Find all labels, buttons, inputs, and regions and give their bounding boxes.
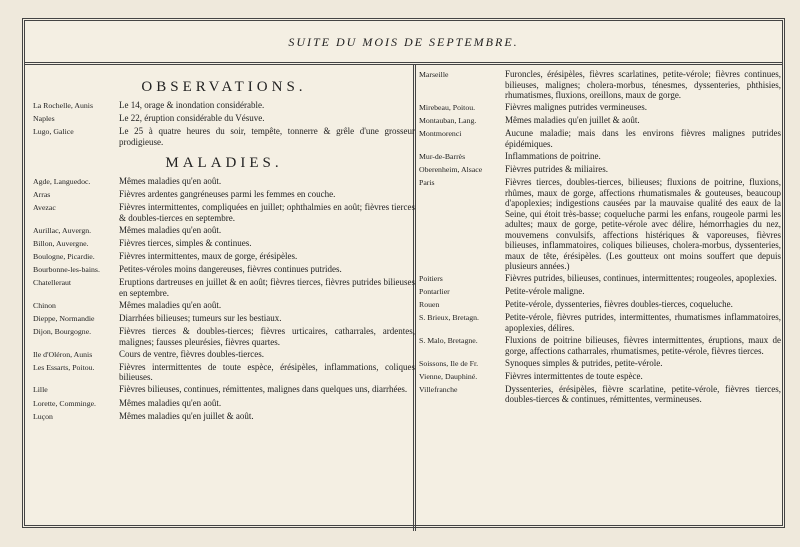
entry-row	[419, 115, 781, 127]
entry-row	[419, 69, 781, 101]
entry-row	[419, 312, 781, 333]
entry-text: Le 25 à quatre heures du soir, tempête, tonnerre & grêle d'une grosseur prodigieuse.	[119, 126, 415, 147]
entry-place: S. Malo, Bretagne.	[419, 336, 478, 346]
entry-text: Fièvres malignes putrides vermineuses.	[505, 102, 647, 113]
entry-text: Petites-véroles moins dangereuses, fièvres continues putrides.	[119, 264, 342, 275]
entry-row	[33, 362, 415, 383]
entry-place: Oberenheim, Alsace	[419, 164, 483, 174]
entry-place: Montauban, Lang.	[419, 116, 477, 126]
entry-row	[33, 113, 415, 125]
entry-text: Fièvres intermittentes, compliquées en juillet; ophthalmies en août; fièvres tierces & doubles-tierces en septembre.	[119, 202, 415, 223]
entry-place: S. Brieux, Bretagn.	[419, 313, 479, 323]
entry-place: Arras	[33, 190, 51, 200]
entry-row	[33, 384, 415, 396]
left-column	[33, 73, 415, 523]
entry-text: Mêmes maladies qu'en août.	[119, 176, 222, 187]
entry-row	[419, 371, 781, 383]
entry-text: Fièvres tierces & doubles-tierces; fièvres urticaires, catharrales, ardentes, malignes; fausses pleurésies, fièvres quartes.	[119, 326, 415, 347]
maladies-list	[33, 176, 415, 422]
entry-row	[33, 176, 415, 188]
maladies-title: MALADIES.	[165, 155, 283, 172]
entry-place: Montmorenci	[419, 129, 462, 139]
page-header	[25, 21, 782, 65]
entry-place: Avezac	[33, 203, 56, 213]
entry-row	[419, 164, 781, 176]
entry-row	[33, 277, 415, 298]
entry-row	[33, 326, 415, 347]
entry-row	[33, 126, 415, 147]
entry-place: Chatelleraut	[33, 278, 72, 288]
entry-text: Le 14, orage & inondation considérable.	[119, 100, 265, 110]
right-list	[419, 69, 781, 405]
entry-text: Fièvres putrides & miliaires.	[505, 163, 608, 174]
entry-text: Synoques simples & putrides, petite-vérole.	[505, 357, 663, 368]
entry-row	[33, 251, 415, 263]
entry-row	[33, 264, 415, 276]
entry-text: Inflammations de poitrine.	[505, 150, 601, 161]
entry-text: Mêmes maladies qu'en août.	[119, 224, 222, 235]
entry-row	[419, 102, 781, 114]
entry-place: Chinon	[33, 300, 56, 310]
entry-place: Pontarlier	[419, 287, 450, 297]
entry-text: Fièvres intermittentes de toute espèce, érésipèles, inflammations, coliques bilieuses.	[119, 361, 415, 383]
entry-place: Bourbonne-les-bains.	[33, 265, 100, 275]
entry-place: Lugo, Galice	[33, 127, 74, 137]
entry-place: La Rochelle, Aunis	[33, 101, 93, 110]
entry-row	[419, 273, 781, 285]
entry-place: Rouen	[419, 300, 440, 310]
entry-text: Cours de ventre, fièvres doubles-tierces.	[119, 348, 264, 359]
entry-row	[419, 286, 781, 298]
entry-text: Petite-vérole maligne.	[505, 286, 585, 297]
page-title: SUITE DU MOIS DE SEPTEMBRE.	[288, 35, 519, 49]
entry-text: Fièvres intermittentes de toute espèce.	[505, 370, 643, 381]
entry-text: Fièvres putrides, bilieuses, continues, intermittentes; rougeoles, apoplexies.	[505, 273, 777, 284]
entry-text: Fluxions de poitrine bilieuses, fièvres intermittentes, éruptions, maux de gorge, affections catharrales, rhumatismes, petite-vérole, fièvres tierces.	[505, 335, 781, 356]
entry-text: Fièvres ardentes gangréneuses parmi les femmes en couche.	[119, 189, 336, 200]
entry-place: Ile d'Oléron, Aunis	[33, 349, 93, 359]
entry-place: Mur-de-Barrès	[419, 151, 466, 161]
entry-place: Agde, Languedoc.	[33, 177, 91, 187]
page-frame	[22, 18, 785, 528]
entry-place: Naples	[33, 114, 55, 124]
entry-row	[33, 411, 415, 423]
entry-text: Aucune maladie; mais dans les environs fièvres malignes putrides épidémiques.	[505, 128, 781, 149]
entry-place: Paris	[419, 178, 435, 188]
entry-row	[33, 225, 415, 237]
observations-title: OBSERVATIONS.	[141, 79, 307, 95]
entry-place: Dijon, Bourgogne.	[33, 327, 92, 337]
entry-place: Mirebeau, Poitou.	[419, 103, 476, 113]
entry-text: Le 22, éruption considérable du Vésuve.	[119, 113, 265, 124]
entry-row	[33, 238, 415, 250]
entry-row	[419, 335, 781, 356]
observations-list	[33, 100, 415, 147]
entry-place: Lorette, Comminge.	[33, 398, 97, 408]
entry-text: Eruptions dartreuses en juillet & en août; fièvres tierces, fièvres putrides bilieuses en septembre.	[119, 277, 415, 298]
entry-place: Lille	[33, 385, 48, 395]
entry-row	[419, 151, 781, 163]
entry-place: Les Essarts, Poitou.	[33, 362, 95, 372]
entry-text: Diarrhées bilieuses; tumeurs sur les bestiaux.	[119, 313, 282, 324]
entry-place: Vienne, Dauphiné.	[419, 371, 478, 381]
entry-text: Mêmes maladies qu'en août.	[119, 299, 222, 310]
entry-place: Poitiers	[419, 274, 443, 284]
entry-row	[33, 313, 415, 325]
entry-text: Mêmes maladies qu'en juillet & août.	[119, 410, 254, 421]
entry-row	[33, 349, 415, 361]
entry-place: Villefranche	[419, 384, 458, 394]
entry-text: Dyssenteries, érésipèles, fièvre scarlatine, petite-vérole, fièvres tierces, doubles-tierces & continues, rémittentes, vermineuses.	[505, 383, 781, 405]
entry-text: Petite-vérole, dyssenteries, fièvres doubles-tierces, coqueluche.	[505, 299, 733, 310]
entry-text: Mêmes maladies qu'en juillet & août.	[505, 115, 640, 126]
entry-text: Fièvres tierces, simples & continues.	[119, 238, 252, 249]
entry-place: Boulogne, Picardie.	[33, 252, 95, 262]
entry-row	[33, 189, 415, 201]
entry-text: Mêmes maladies qu'en août.	[119, 397, 222, 408]
entry-text: Fièvres bilieuses, continues, rémittentes, malignes dans quelques uns, diarrhées.	[119, 384, 408, 395]
entry-text: Furoncles, érésipèles, fièvres scarlatines, petite-vérole; fièvres continues, bilieuses, malignes; cholera-morbus, ténesmes, dyssenteries, phthisies, rhumatismes, fluxions, oreillons, maux de gorge.	[505, 69, 781, 100]
entry-text: Petite-vérole, fièvres putrides, intermittentes, rhumatismes inflammatoires, apoplexies, délires.	[505, 312, 781, 333]
entry-place: Luçon	[33, 411, 53, 421]
entry-place: Billon, Auvergne.	[33, 239, 89, 249]
entry-place: Marseille	[419, 70, 449, 79]
entry-row	[33, 398, 415, 410]
entry-row	[419, 299, 781, 311]
entry-row	[33, 300, 415, 312]
entry-place: Aurillac, Auvergn.	[33, 225, 92, 235]
right-column	[419, 69, 781, 519]
entry-text: Fièvres tierces, doubles-tierces, bilieuses; fluxions de poitrine, fluxions, rhûmes, maux de gorge, affections rhumatismales & gouteuses, beaucoup d'apoplexies; indigestions causées par la mauvaise qualité des eaux de la Seine, qui étoit très-basse; coqueluche parmi les enfans, rougeole parmi les adultes; maux de gorge, petite-vérole avec délire, hémorrhagies du nez, mouvemens convulsifs, affections histériques & vaporeuses, fièvres bilieuses, inflammatoires, coliques bilieuses, cholera-morbus, dyssenteries, maux de tête, érésipèles. (Les goutteux ont moins souffert que depuis plusieurs années.)	[505, 177, 781, 272]
entry-place: Soissons, Ile de Fr.	[419, 358, 479, 368]
entry-row	[33, 100, 415, 112]
entry-row	[419, 128, 781, 149]
entry-row	[419, 358, 781, 370]
entry-row	[419, 384, 781, 405]
entry-place: Dieppe, Normandie	[33, 314, 95, 324]
entry-text: Fièvres intermittentes, maux de gorge, érésipèles.	[119, 251, 298, 262]
entry-row	[33, 202, 415, 223]
entry-row	[419, 177, 781, 272]
